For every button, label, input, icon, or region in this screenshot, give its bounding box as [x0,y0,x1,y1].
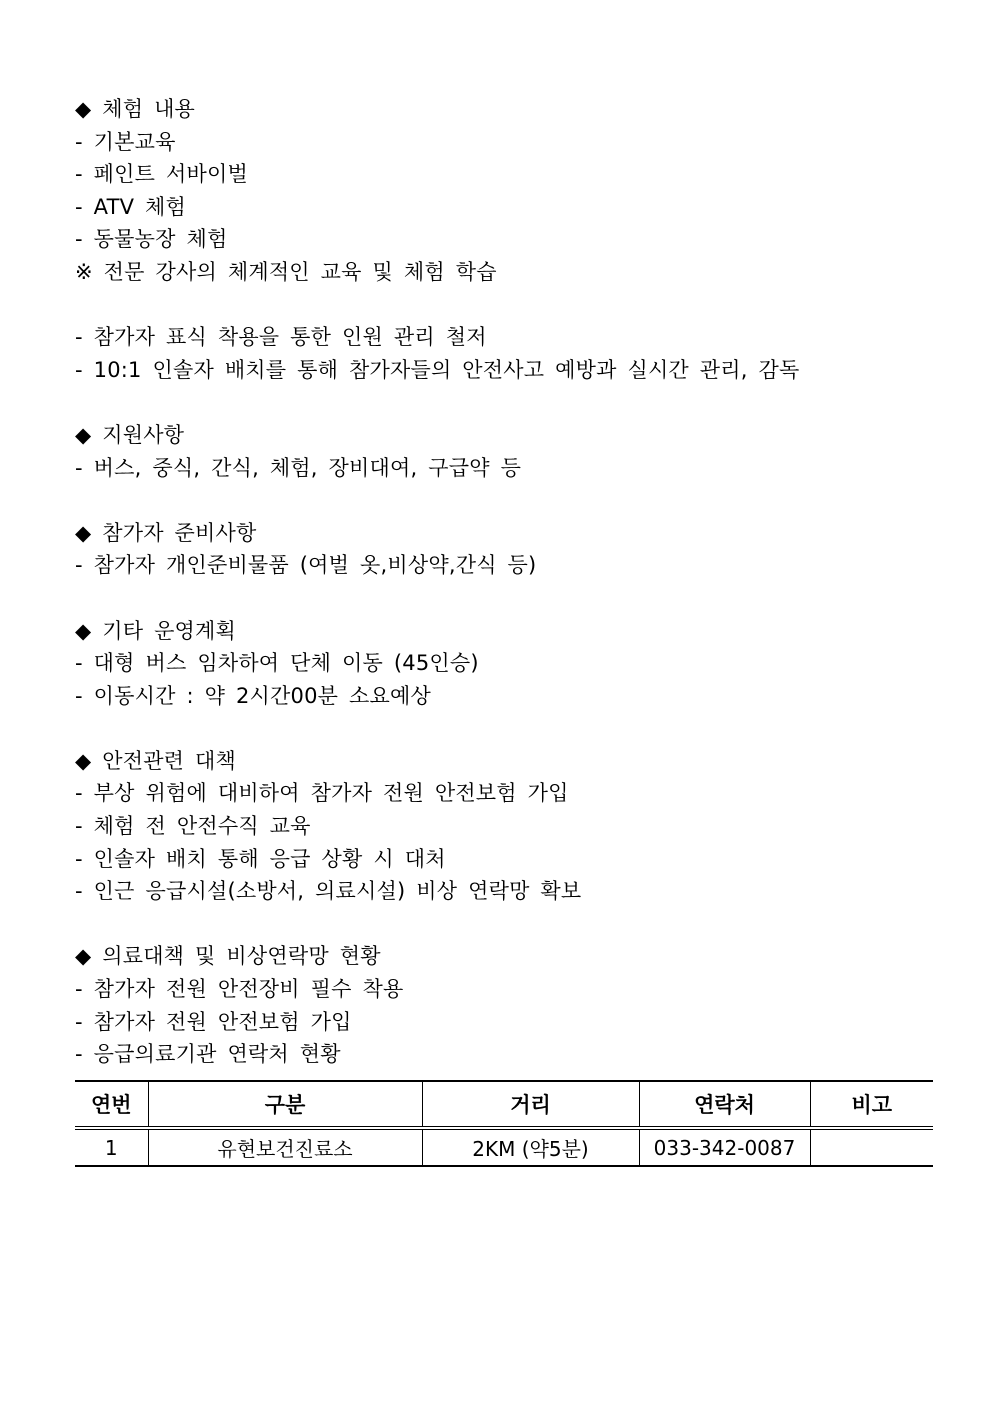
cell-category: 유현보건진료소 [148,1128,422,1166]
list-item: - 동물농장 체험 [75,227,228,252]
column-header-remarks: 비고 [810,1081,933,1128]
list-item: - 참가자 전원 안전보험 가입 [75,1009,352,1034]
list-item: - 참가자 개인준비물품 (여벌 옷,비상약,간식 등) [75,553,537,578]
list-item: - 기본교육 [75,129,176,154]
spacer [75,386,935,419]
table-row [75,1128,933,1166]
list-item: - 체험 전 안전수직 교육 [75,814,311,839]
section-heading-experience: ◆ 체험 내용 [75,97,196,121]
section-heading-operation: ◆ 기타 운영계획 [75,618,237,643]
cell-remarks [810,1128,933,1166]
table-header-row [75,1081,933,1128]
cell-contact: 033-342-0087 [639,1128,810,1166]
list-item: - 이동시간 : 약 2시간00분 소요예상 [75,683,431,708]
section-heading-safety: ◆ 안전관련 대책 [75,748,237,773]
list-item: - 참가자 표식 착용을 통한 인원 관리 철저 [75,325,487,350]
list-item: - 응급의료기관 연락처 현황 [75,1042,341,1067]
list-item: - 10:1 인솔자 배치를 통해 참가자들의 안전사고 예방과 실시간 관리, 감독 [75,357,800,382]
column-header-category: 구분 [148,1081,422,1128]
document-body [75,93,935,1071]
list-item: - 부상 위험에 대비하여 참가자 전원 안전보험 가입 [75,781,569,806]
column-header-contact: 연락처 [639,1081,810,1128]
list-item: - ATV 체험 [75,194,187,219]
spacer [75,908,935,941]
list-item: - 페인트 서바이벌 [75,162,248,187]
column-header-number: 연번 [75,1081,148,1128]
emergency-contact-table [75,1080,933,1167]
section-heading-preparation: ◆ 참가자 준비사항 [75,520,257,545]
list-item: - 대형 버스 임차하여 단체 이동 (45인승) [75,651,479,676]
cell-number: 1 [75,1128,148,1166]
note-text: ※ 전문 강사의 체계적인 교육 및 체험 학습 [75,259,497,284]
list-item: - 버스, 중식, 간식, 체험, 장비대여, 구급약 등 [75,455,522,480]
spacer [75,484,935,517]
list-item: - 인근 응급시설(소방서, 의료시설) 비상 연락망 확보 [75,879,582,904]
list-item: - 인솔자 배치 통해 응급 상황 시 대처 [75,846,446,871]
cell-distance: 2KM (약5분) [422,1128,639,1166]
section-heading-medical: ◆ 의료대책 및 비상연락망 현황 [75,944,381,969]
list-item: - 참가자 전원 안전장비 필수 착용 [75,977,404,1002]
spacer [75,582,935,615]
spacer [75,289,935,322]
section-heading-support: ◆ 지원사항 [75,422,185,447]
column-header-distance: 거리 [422,1081,639,1128]
spacer [75,712,935,745]
